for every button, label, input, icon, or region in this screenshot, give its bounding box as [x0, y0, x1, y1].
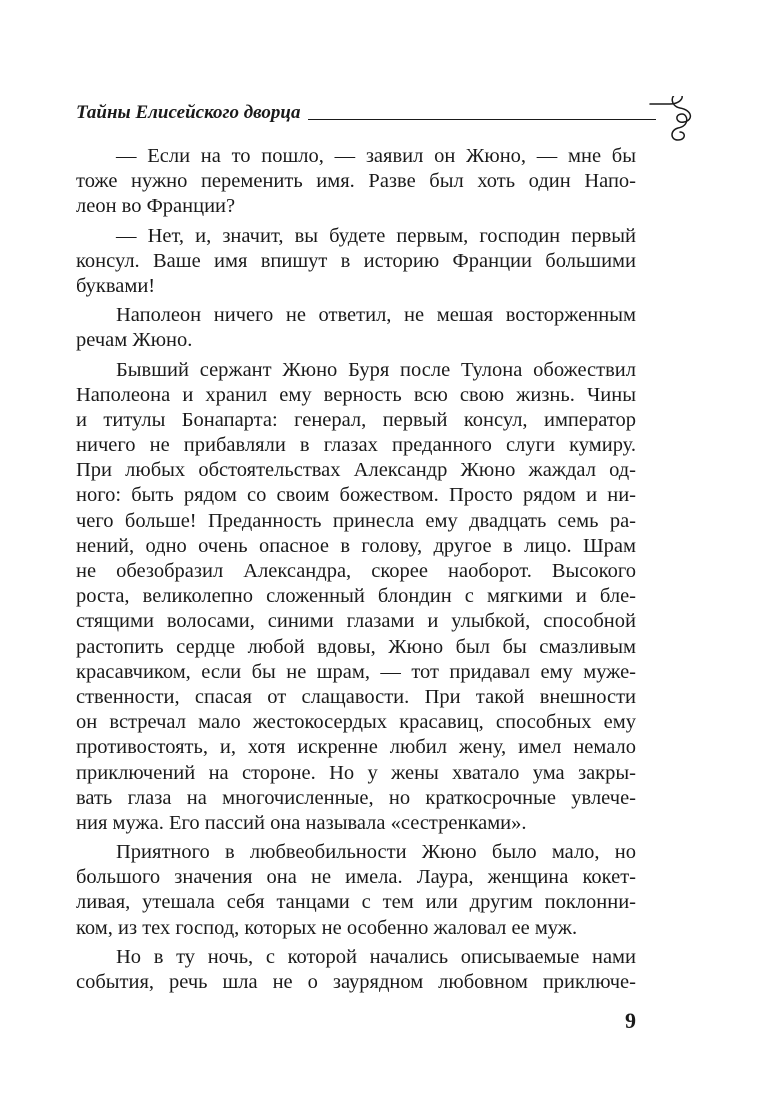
text-line: Наполеона и хранил ему верность всю свою жизнь. Чины: [76, 383, 636, 406]
paragraph: [76, 144, 636, 220]
text-line: противостоять, и, хотя искренне любил жену, имел немало: [76, 736, 636, 759]
text-line: тоже нужно переменить имя. Разве был хоть один Напо-: [76, 170, 636, 193]
text-line: вать глаза на многочисленные, но краткосрочные увлече-: [76, 786, 636, 809]
text-line: приключений на стороне. Но у жены хватало ума закры-: [76, 761, 636, 784]
text-line: стящими волосами, синими глазами и улыбкой, способной: [76, 610, 636, 633]
body-text: [76, 144, 636, 995]
running-header: [76, 96, 656, 124]
text-line: роста, великолепно сложенный блондин с мягкими и бле-: [76, 585, 636, 608]
text-line: буквами!: [76, 274, 156, 297]
text-line: — Если на то пошло, — заявил он Жюно, — мне бы: [116, 145, 636, 167]
text-line: При любых обстоятельствах Александр Жюно жаждал од-: [76, 459, 636, 482]
text-line: ничего не прибавляли в глазах преданного слуги кумиру.: [76, 434, 636, 457]
paragraph: [76, 358, 636, 837]
text-line: растопить сердце любой вдовы, Жюно был бы смазливым: [76, 635, 636, 658]
text-line: Наполеон ничего не ответил, не мешая восторженным: [116, 304, 636, 327]
flourish-icon: [648, 96, 696, 148]
text-line: ния мужа. Его пассий она называла «сестренками».: [76, 811, 527, 834]
text-line: консул. Ваше имя впишут в историю Франции большими: [76, 249, 636, 272]
paragraph: [76, 840, 636, 941]
text-line: ственности, спасая от слащавости. При такой внешности: [76, 685, 636, 708]
text-line: Приятного в любвеобильности Жюно было мало, но: [116, 841, 636, 864]
text-line: нений, одно очень опасное в голову, другое в лицо. Шрам: [76, 534, 636, 557]
text-line: ного: быть рядом со своим божеством. Просто рядом и ни-: [76, 484, 636, 507]
text-line: большого значения она не имела. Лаура, женщина кокет-: [76, 866, 636, 889]
text-line: и титулы Бонапарта: генерал, первый консул, император: [76, 408, 636, 431]
text-line: красавчиком, если бы не шрам, — тот придавал ему муже-: [76, 660, 636, 683]
text-line: не обезобразил Александра, скорее наоборот. Высокого: [76, 560, 636, 582]
text-line: он встречал мало жестокосердых красавиц, способных ему: [76, 711, 636, 734]
text-line: ливая, утешала себя танцами с тем или другим поклонни-: [76, 891, 636, 914]
running-header-title: Тайны Елисейского дворца: [76, 102, 301, 123]
text-line: чего больше! Преданность принесла ему двадцать семь ра-: [76, 509, 636, 532]
text-line: — Нет, и, значит, вы будете первым, господин первый: [116, 224, 636, 247]
text-line: леон во Франции?: [76, 195, 236, 218]
text-line: ком, из тех господ, которых не особенно жаловал ее муж.: [76, 916, 578, 939]
text-line: речам Жюно.: [76, 329, 193, 352]
header-rule: [308, 119, 656, 120]
paragraph: [76, 945, 636, 995]
text-line: Бывший сержант Жюно Буря после Тулона обожествил: [116, 358, 636, 381]
text-line: Но в ту ночь, с которой начались описываемые нами: [116, 945, 636, 968]
text-line: события, речь шла не о заурядном любовном приключе-: [76, 971, 636, 993]
paragraph: [76, 303, 636, 353]
page-number: 9: [625, 1008, 636, 1033]
paragraph: [76, 224, 636, 300]
